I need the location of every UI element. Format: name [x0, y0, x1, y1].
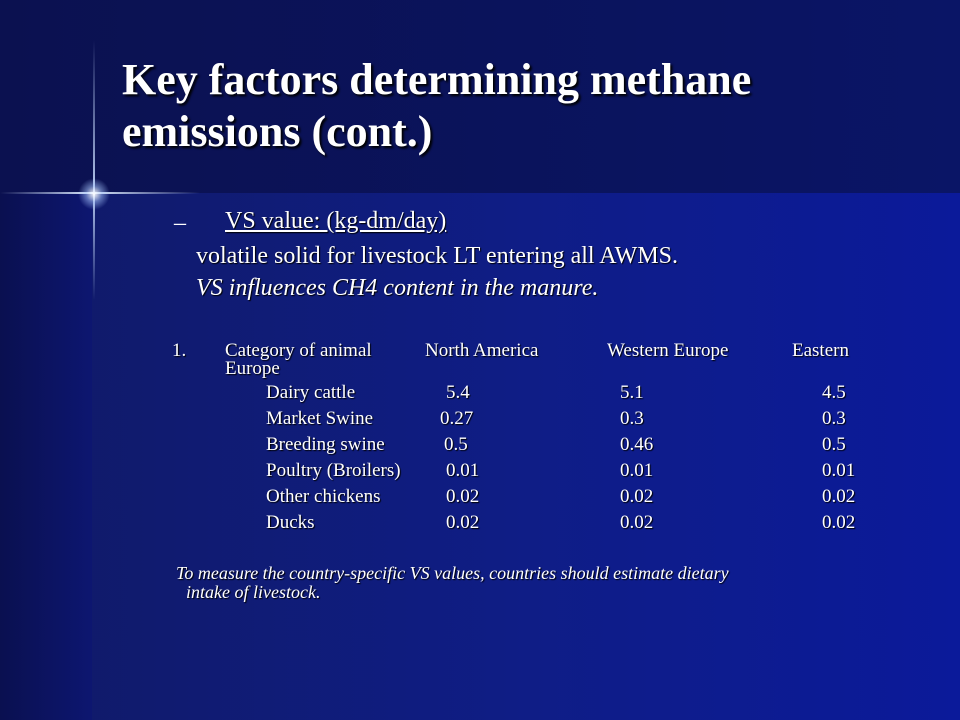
- table-row: [0, 434, 960, 460]
- table-row: [0, 486, 960, 512]
- table-row: [0, 382, 960, 408]
- footnote-line2: intake of livestock.: [186, 582, 321, 602]
- animal-name: Market Swine: [266, 408, 374, 429]
- value-western-europe: 0.46: [620, 434, 654, 455]
- star-flare-vertical: [93, 40, 95, 300]
- value-north-america: 5.4: [446, 382, 470, 403]
- value-eastern-europe: 4.5: [822, 382, 846, 403]
- value-eastern-europe: 0.01: [822, 460, 856, 481]
- table-header-north-america: North America: [425, 340, 539, 361]
- table-header-eastern-cont: Europe: [225, 358, 280, 379]
- animal-name: Ducks: [266, 512, 315, 533]
- value-north-america: 0.27: [440, 408, 474, 429]
- value-north-america: 0.5: [444, 434, 468, 455]
- vs-influence-text: VS influences CH4 content in the manure.: [196, 275, 599, 301]
- animal-name: Dairy cattle: [266, 382, 356, 403]
- value-north-america: 0.02: [446, 486, 480, 507]
- slide-title: [122, 54, 922, 158]
- value-north-america: 0.02: [446, 512, 480, 533]
- table-header-category: Category of animal: [225, 340, 372, 361]
- bullet-dash: –: [174, 210, 186, 236]
- table-header-western-europe: Western Europe: [607, 340, 729, 361]
- value-eastern-europe: 0.02: [822, 486, 856, 507]
- value-western-europe: 0.02: [620, 512, 654, 533]
- table-row: [0, 460, 960, 486]
- vs-definition-text: volatile solid for livestock LT entering all AWMS.: [196, 243, 679, 269]
- list-number: 1.: [172, 340, 187, 361]
- value-north-america: 0.01: [446, 460, 480, 481]
- animal-name: Other chickens: [266, 486, 381, 507]
- footnote-line1: To measure the country-specific VS values, countries should estimate dietary: [176, 563, 729, 583]
- value-western-europe: 0.3: [620, 408, 644, 429]
- value-western-europe: 0.02: [620, 486, 654, 507]
- animal-name: Breeding swine: [266, 434, 385, 455]
- animal-name: Poultry (Broilers): [266, 460, 401, 481]
- table-row: [0, 408, 960, 434]
- footnote: [176, 564, 876, 602]
- table-header-eastern: Eastern: [792, 340, 849, 361]
- value-eastern-europe: 0.02: [822, 512, 856, 533]
- value-western-europe: 5.1: [620, 382, 644, 403]
- table-row: [0, 512, 960, 538]
- slide-title-line2: emissions (cont.): [122, 107, 433, 156]
- star-flare-glow: [78, 178, 110, 210]
- slide-title-line1: Key factors determining methane: [122, 55, 752, 104]
- value-western-europe: 0.01: [620, 460, 654, 481]
- value-eastern-europe: 0.5: [822, 434, 846, 455]
- vs-value-heading: VS value: (kg-dm/day): [225, 208, 447, 234]
- value-eastern-europe: 0.3: [822, 408, 846, 429]
